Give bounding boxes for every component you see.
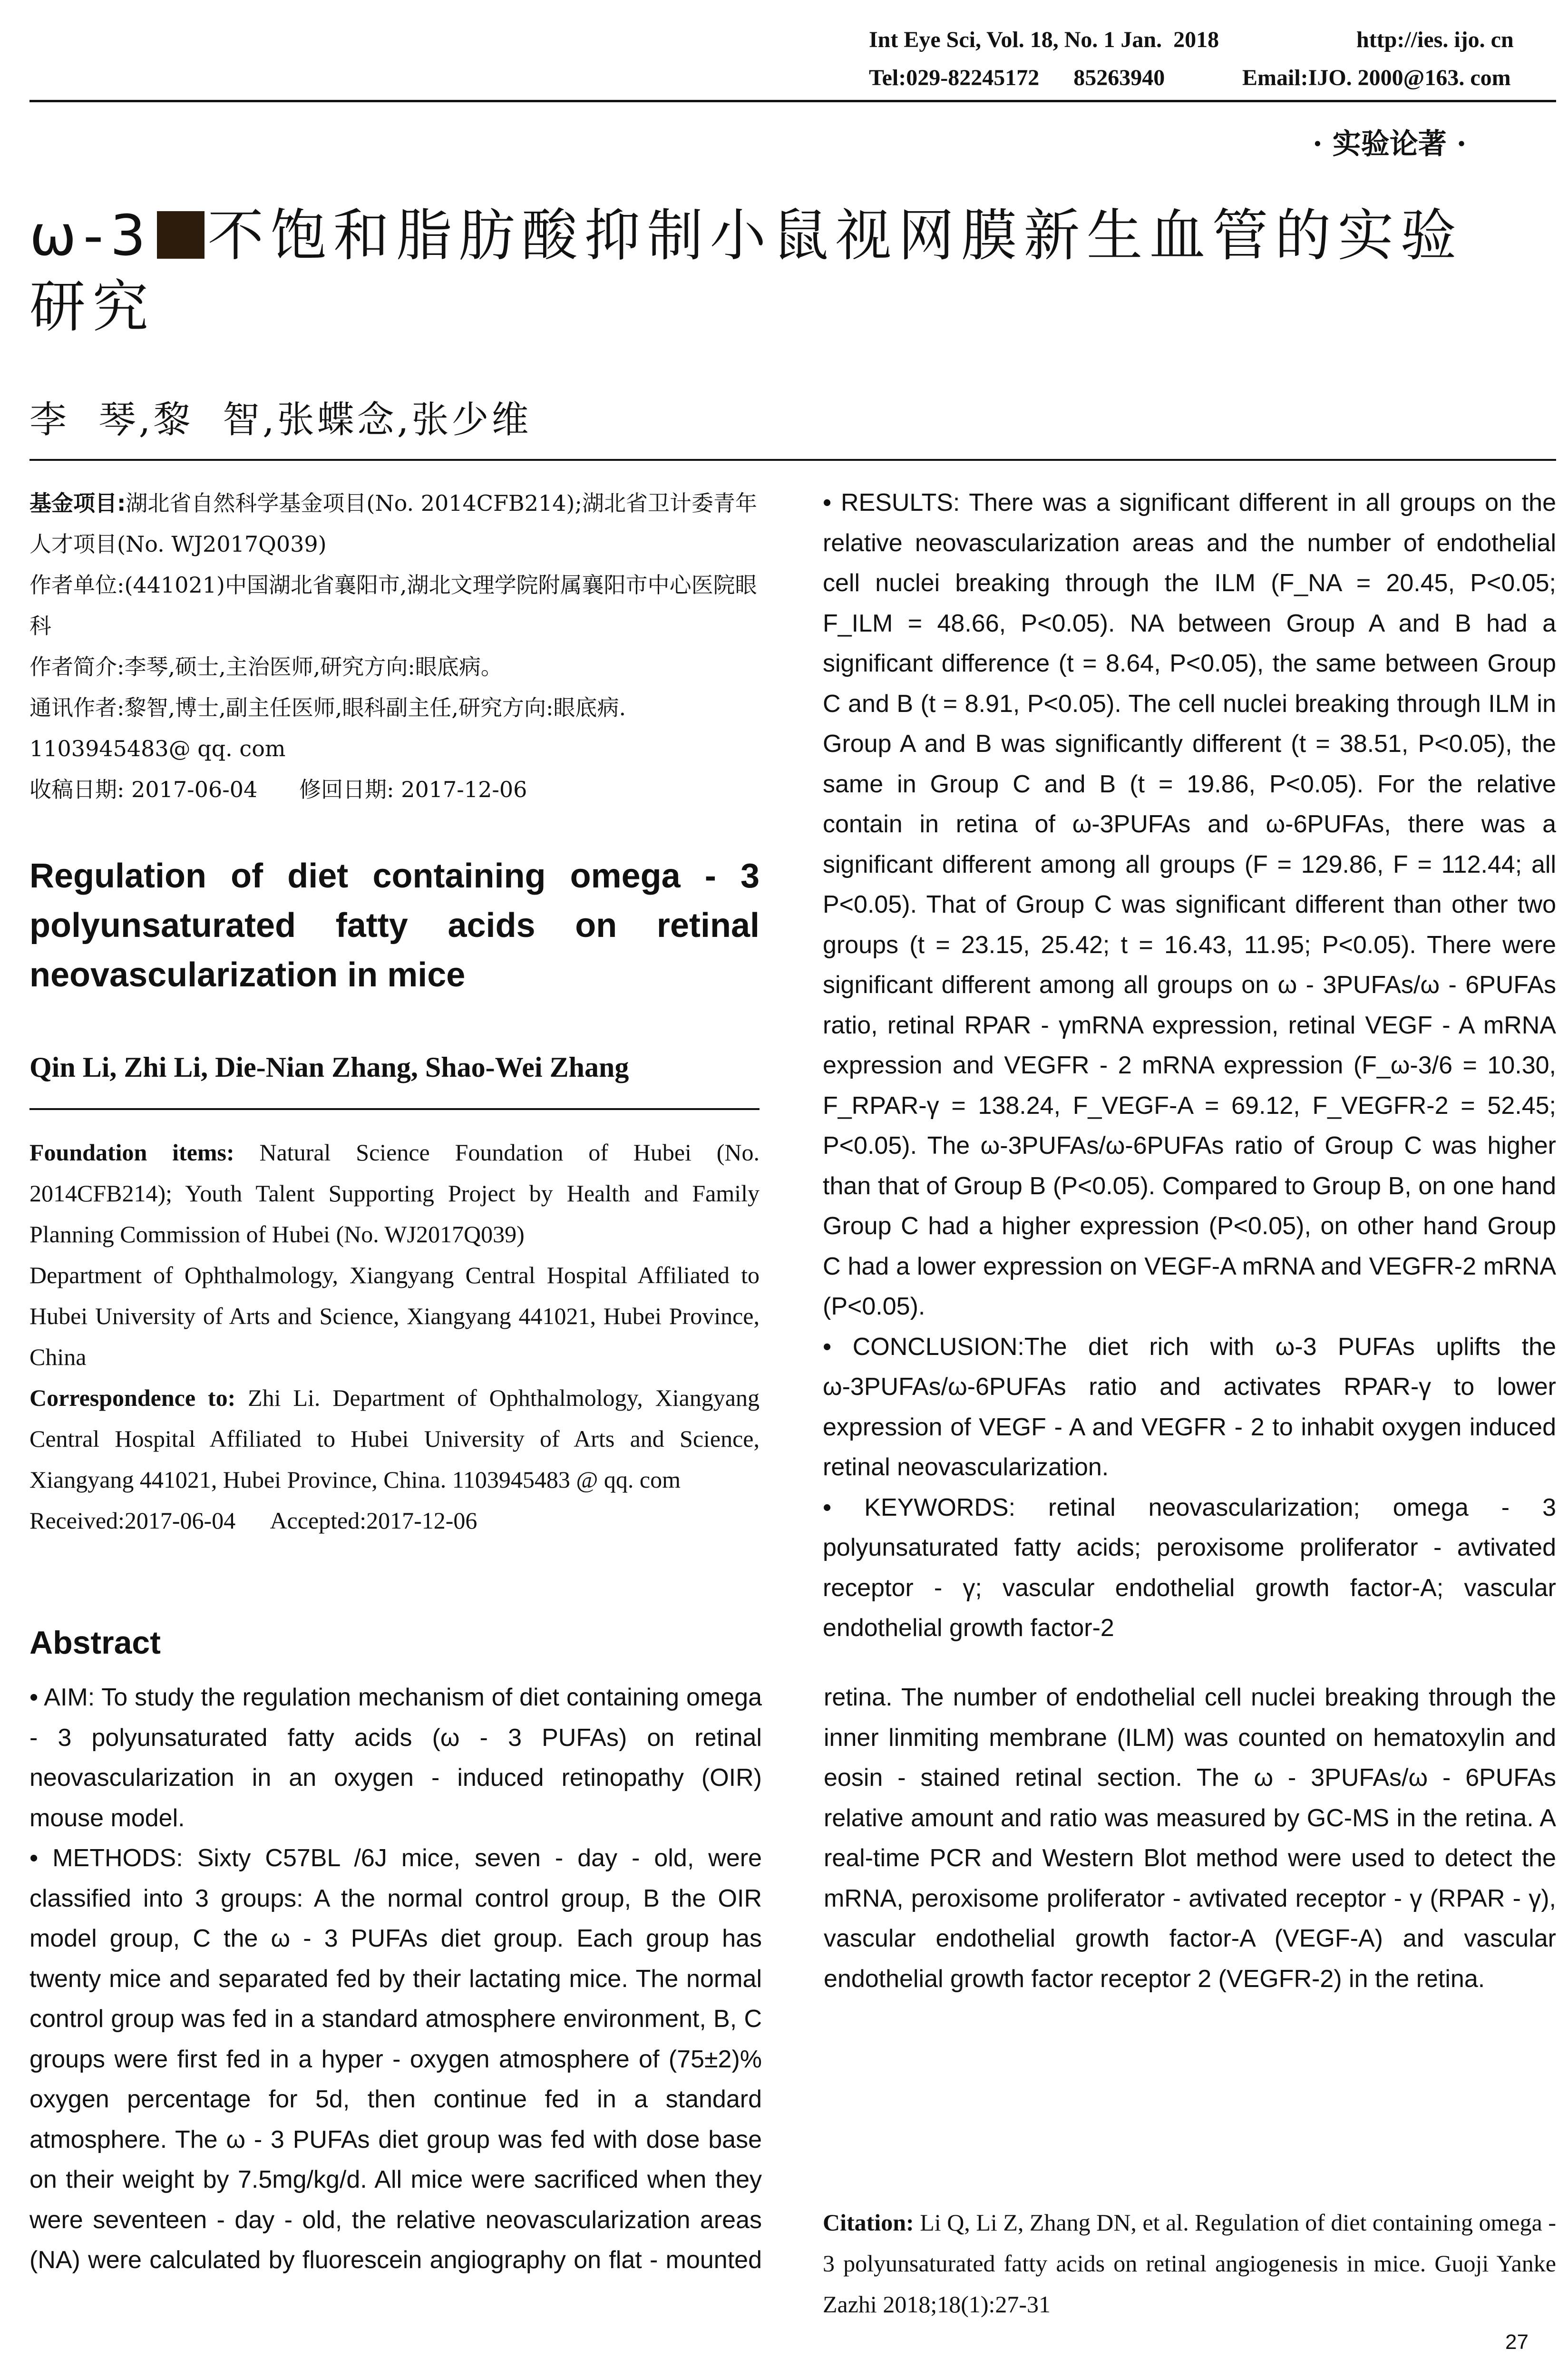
authors-en: Qin Li, Zhi Li, Die-Nian Zhang, Shao-Wei Zhang [29, 1052, 629, 1083]
authors-cn: 李 琴,黎 智,张蝶念,张少维 [29, 399, 532, 441]
citation: Citation: Li Q, Li Z, Zhang DN, et al. Regulation of diet containing omega - 3 polyunsaturated fatty acids on retinal angiogenesis in mice. Guoji Yanke Zazhi 2018;18(1):27-31 [823, 2209, 1557, 2318]
en-title-line3: neovascularization in mice [29, 956, 466, 994]
cn-dates: 收稿日期: 2017-06-04 修回日期: 2017-12-06 [29, 777, 527, 802]
title-line1: 不饱和脂肪酸抑制小鼠视网膜新生血管的实验 [207, 203, 1463, 268]
cn-affiliation: 作者单位:(441021)中国湖北省襄阳市,湖北文理学院附属襄阳市中心医院眼科 [29, 572, 757, 639]
cn-funding: 基金项目:湖北省自然科学基金项目(No. 2014CFB214);湖北省卫计委青年人才项目(No. WJ2017Q039) [29, 490, 757, 557]
journal-info: Int Eye Sci, Vol. 18, No. 1 Jan. 2018 [869, 27, 1219, 52]
en-correspondence: Correspondence to: Zhi Li. Department of Ophthalmology, Xiangyang Central Hospital Affiliated to Hubei University of Arts and Science, Xiangyang 441021, Hubei Province, China. 1103945483 @ qq. com [29, 1384, 760, 1493]
en-authors-rule [29, 1108, 760, 1110]
abstract-conclusion: • CONCLUSION:The diet rich with ω-3 PUFAs uplifts the ω-3PUFAs/ω-6PUFAs ratio and activates RPAR-γ to lower expression of VEGF - A and VEGFR - 2 to inhabit oxygen induced retinal neovascularization. [823, 1333, 1556, 1481]
en-title-line1: Regulation of diet containing omega - 3 [29, 857, 760, 895]
title-prefix: ω-3 [29, 203, 153, 268]
abstract-results: • RESULTS: There was a significant different in all groups on the relative neovascularization areas and the number of endothelial cell nuclei breaking through the ILM (F_NA = 20.45, P<0.05; F_ILM = 48.66, P<0.05). NA between Group A and B had a significant difference (t = 8.64, P<0.05), the same between Group C and B (t = 8.91, P<0.05). The cell nuclei breaking through ILM in Group A and B was significantly different (t = 38.51, P<0.05), the same in Group C and B (t = 19.86, P<0.05). For the relative contain in retina of ω-3PUFAs and ω-6PUFAs, there was a significant different among all groups (F = 129.86, F = 112.44; all P<0.05). That of Group C was significant different than other two groups (t = 23.15, 25.42; t = 16.43, 11.95; P<0.05). There were significant different among all groups on ω - 3PUFAs/ω - 6PUFAs ratio, retinal RPAR - γmRNA expression, retinal VEGF - A mRNA expression and VEGFR - 2 mRNA expression (F_ω-3/6 = 10.30, F_RPAR-γ = 138.24, F_VEGF-A = 69.12, F_VEGFR-2 = 52.45; P<0.05). The ω-3PUFAs/ω-6PUFAs ratio of Group C was higher than that of Group B (P<0.05). Compared to Group B, on one hand Group C had a higher expression (P<0.05), on other hand Group C had a lower expression on VEGF-A mRNA and VEGFR-2 mRNA (P<0.05). [823, 489, 1556, 1320]
cn-author-bio: 作者简介:李琴,硕士,主治医师,研究方向:眼底病。 [29, 654, 503, 680]
abstract-heading: Abstract [29, 1625, 161, 1661]
en-received: Received:2017-06-04 Accepted:2017-12-06 [29, 1507, 477, 1534]
authors-rule [29, 459, 1556, 461]
en-title-line2: polyunsaturated fatty acids on retinal [29, 906, 760, 945]
page-title-en [29, 851, 760, 1000]
cn-meta-block [29, 483, 762, 810]
title-glyph-image [157, 211, 205, 259]
abstract-methods: • METHODS: Sixty C57BL /6J mice, seven - day - old, were classified into 3 groups: A the normal control group, B the OIR model group, C the ω - 3 PUFAs diet group. Each group has twenty mice and separated fed by their lactating mice. The normal control group was fed in a standard atmosphere environment, B, C groups were first fed in a hyper - oxygen atmosphere of (75±2)% oxygen percentage for 5d, then continue fed in a standard atmosphere. The ω - 3 PUFAs diet group was fed with dose base on their weight by 7.5mg/kg/d. All mice were sacrificed when they were seventeen - day - old, the relative neovascularization areas (NA) were calculated by fluorescein angiography on flat - mounted retina. The number of endothelial cell nuclei breaking through the inner linmiting membrane (ILM) was counted on hematoxylin and eosin - stained retinal section. The ω - 3PUFAs/ω - 6PUFAs relative amount and ratio was measured by GC-MS in the retina. A real-time PCR and Western Blot method were used to detect the mRNA, peroxisome proliferator - avtivated receptor - γ (RPAR - γ), vascular endothelial growth factor-A (VEGF-A) and vascular endothelial growth factor receptor 2 (VEGFR-2) in the retina. [29, 1684, 1556, 2274]
abstract-aim: • AIM: To study the regulation mechanism of diet containing omega - 3 polyunsaturated fatty acids (ω - 3 PUFAs) on retinal neovascularization in an oxygen - induced retinopathy (OIR) mouse model. [29, 1684, 762, 1832]
section-tag: · 实验论著 · [1313, 127, 1467, 161]
en-foundation: Foundation items: Natural Science Foundation of Hubei (No. 2014CFB214); Youth Talent Supporting Project by Health and Family Planning Commission of Hubei (No. WJ2017Q039) [29, 1139, 760, 1247]
title-line2: 研究 [29, 274, 156, 340]
header-rule [29, 100, 1556, 102]
en-department: Department of Ophthalmology, Xiangyang Central Hospital Affiliated to Hubei University of Arts and Science, Xiangyang 441021, Hubei Province, China [29, 1262, 760, 1370]
abstract-body-right [823, 483, 1556, 1648]
page-title-cn [29, 200, 1561, 342]
en-meta-block [29, 1132, 760, 1541]
journal-url: http://ies. ijo. cn [1356, 27, 1514, 52]
page-number: 27 [1505, 2330, 1529, 2354]
abstract-keywords: • KEYWORDS: retinal neovascularization; omega - 3 polyunsaturated fatty acids; peroxisome proliferator - avtivated receptor - γ; vascular endothelial growth factor-A; vascular endothelial growth factor-2 [823, 1493, 1556, 1642]
cn-correspondence: 通讯作者:黎智,博士,副主任医师,眼科副主任,研究方向:眼底病. 1103945483@ qq. com [29, 695, 626, 761]
journal-tel: Tel:029-82245172 85263940 [869, 65, 1165, 90]
journal-email: Email:IJO. 2000@163. com [1242, 65, 1511, 90]
